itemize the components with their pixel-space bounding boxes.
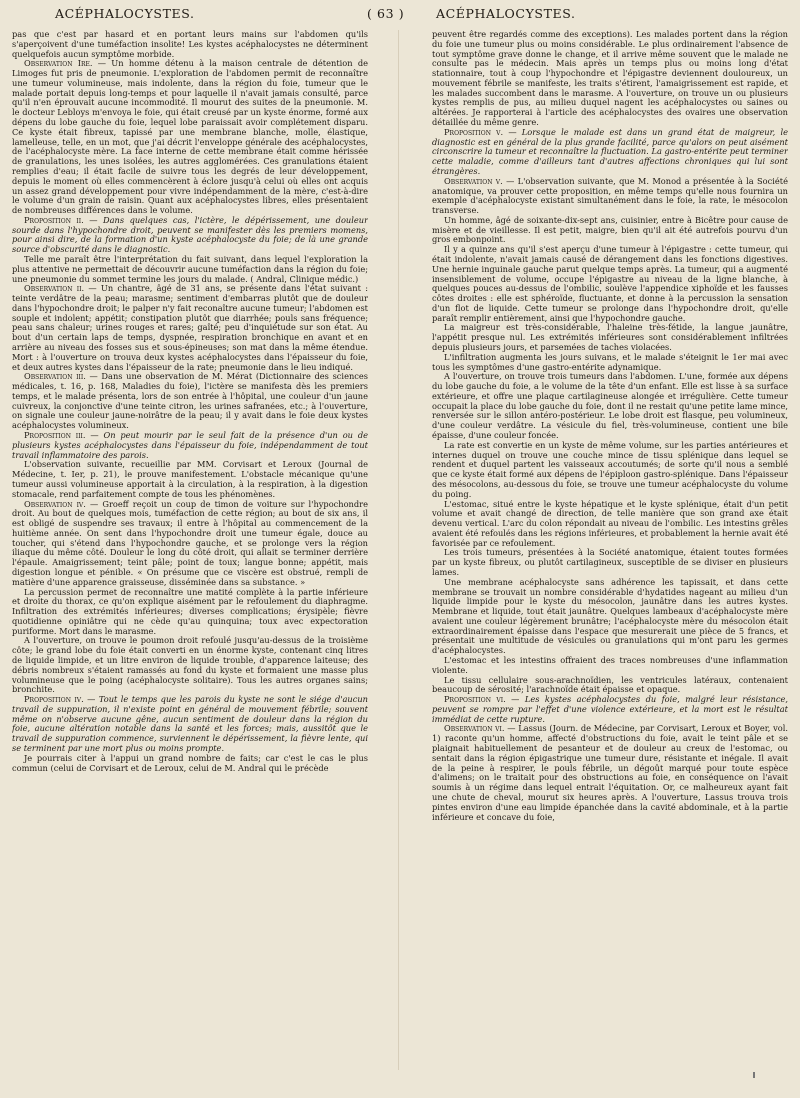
paragraph-text: Le tissu cellulaire sous-arachnoïdien, les ventricules latéraux, contenaient beaucoup de sérosité; l'arachnoïde était épaisse et opaque.	[432, 674, 788, 695]
paragraph	[432, 695, 788, 724]
paragraph-text: La rate est convertie en un kyste de même volume, sur les parties antérieures et internes duquel on trouve une couche mince de tissu splénique dans lequel se rendent et duquel partent les vaisseaux accoutumés; de sorte qu'il nous a semblé que ce kyste était formé aux dépens de l'épiploon gastro-splénique. Dans l'épaisseur des mésocolons, au-dessous du foie, se trouve une tumeur acéphalocyste du volume du poing.	[432, 439, 788, 499]
paragraph-text: — L'observation suivante, que M. Monod a présentée à la Société anatomique, va prouver cette proposition, en même temps qu'elle nous fournira un exemple d'acéphalocyste existant simultanément dans le foie, la rate, le mésocolon transverse.	[432, 175, 788, 216]
paragraph-text: —	[83, 694, 99, 705]
left-text-column	[12, 30, 368, 1092]
proposition-statement: Tout le temps que les parois du kyste ne sont le siége d'aucun travail de suppuration, il n'existe point en général de mouvement fébrile; souvent même on n'observe aucune gêne, aucun sentiment de douleur dans la région du foie, aucune altération notable dans la santé et les forces; mais, aussitôt que le travail de suppuration commence, surviennent le dépérissement, la fièvre lente, qui se terminent par une mort plus ou moins prompte.	[12, 694, 368, 754]
paragraph	[432, 656, 788, 676]
right-running-title: ACÉPHALOCYSTES.	[436, 6, 576, 21]
paragraph-label: Proposition ii.	[24, 214, 84, 225]
paragraph-label: Observation v.	[444, 175, 503, 186]
paragraph-label: Proposition v.	[444, 126, 504, 137]
proposition-statement: Lorsque le malade est dans un grand état de maigreur, le diagnostic est en général de la plus grande facilité, parce qu'alors on peut aisément circonscrire la tumeur et reconnaître la fluctuation. La gastro-entérite peut terminer cette maladie, comme d'ailleurs tant d'autres affections chroniques qui lui sont étrangères.	[432, 126, 788, 176]
left-running-title: ACÉPHALOCYSTES.	[55, 6, 195, 21]
paragraph	[432, 245, 788, 323]
paragraph-text: Les trois tumeurs, présentées à la Société anatomique, étaient toutes formées par un kyste fibreux, ou plutôt cartilagineux, susceptible de se diviser en plusieurs lames.	[432, 547, 788, 577]
paragraph-text: L'infiltration augmenta les jours suivans, et le malade s'éteignit le 1er mai avec tous les symptômes d'une gastro-entérite adynamique.	[432, 351, 788, 372]
paragraph-label: Proposition vi.	[444, 694, 506, 705]
paragraph-text: La percussion permet de reconnaître une matité complète à la partie inférieure et droite du thorax, ce qu'on explique aisément par le refoulement du diaphragme. Infiltration des extrémités inférieures; diverses complications; érysipèle; fièvre quotidienne opiniâtre qui ne cède qu'au quinquina; toux avec expectoration puriforme. Mort dans le marasme.	[12, 586, 368, 636]
paragraph-text: Un homme, âgé de soixante-dix-sept ans, cuisinier, entre à Bicêtre pour cause de misère et de vieillesse. Il est petit, maigre, bien qu'il ait été autrefois pourvu d'un gros embonpoint.	[432, 214, 788, 245]
paragraph-text: L'estomac, situé entre le kyste hépatique et le kyste splénique, était d'un petit volume et avait changé de direction, de telle manière que son grand axe était devenu vertical. L'arc du colon répondait au niveau de l'ombilic. Les intestins grêles avaient été refoulés dans les régions inférieures, et probablement la hernie avait été favorisée par ce refoulement.	[432, 498, 788, 548]
paragraph-text: pas que c'est par hasard et en portant leurs mains sur l'abdomen qu'ils s'aperçoivent d'une tuméfaction insolite! Les kystes acéphalocystes ne déterminent quelquefois aucun symptôme morbide.	[12, 30, 368, 59]
proposition-statement: On peut mourir par le seul fait de la présence d'un ou de plusieurs kystes acéphalocystes dans l'épaisseur du foie, indépendamment de tout travail inflammatoire des parois.	[12, 430, 368, 460]
paragraph-text: Telle me paraît être l'interprétation du fait suivant, dans lequel l'exploration la plus attentive ne permettait de découvrir aucune tuméfaction dans la région du foie; une pneumonie du sommet termine les jours du malade. ( Andral, Clinique médic.)	[12, 253, 368, 284]
paragraph-text: —	[505, 694, 525, 705]
right-text-column	[432, 30, 788, 1092]
paragraph-text: Il y a quinze ans qu'il s'est aperçu d'une tumeur à l'épigastre : cette tumeur, qui était indolente, n'avait jamais causé de dérangement dans les fonctions digestives. Une hernie inguinale gauche parut quelque temps après. La tumeur, qui a augmenté insensiblement de volume, occupe l'épigastre au niveau de la ligne blanche, à quelques pouces au-dessus de l'ombilic, soulève l'appendice xiphoïde et les fausses côtes droites : elle est sphéroïde, fluctuante, et donne à la percussion la sensation d'un flot de liquide. Cette tumeur se prolonge dans l'hypochondre droit, qu'elle paraît remplir entièrement, ainsi que l'hypochondre gauche.	[432, 244, 788, 323]
paragraph	[432, 177, 788, 216]
column-divider	[398, 30, 399, 1070]
paragraph	[432, 578, 788, 656]
paragraph	[432, 676, 788, 696]
paragraph	[432, 353, 788, 373]
paragraph	[12, 431, 368, 460]
paragraph	[12, 30, 368, 59]
paragraph-label: Observation iv.	[24, 498, 86, 509]
paragraph-label: Proposition iii.	[24, 430, 86, 441]
paragraph	[12, 372, 368, 431]
page-number: ( 63 )	[367, 6, 405, 21]
paragraph-text: peuvent être regardés comme des exceptions). Les malades portent dans la région du foie une tumeur plus ou moins considérable. Le plus ordinairement l'absence de tout symptôme grave donne le change, et il arrive même souvent que le malade ne consulte pas le médecin. Mais après un temps plus ou moins long d'état stationnaire, tout à coup l'hypochondre et l'épigastre deviennent douloureux, un mouvement fébrile se manifeste, les traits s'étirent, l'amaigrissement est rapide, et les malades succombent dans le marasme. A l'ouverture, on trouve un ou plusieurs kystes remplis de pus, au milieu duquel nagent les acéphalocystes ou saines ou altérées. Je rapporterai à l'article des acéphalocystes des ovaires une observation détaillée du même genre.	[432, 30, 788, 128]
paragraph-text: — Dans une observation de M. Mérat (Dictionnaire des sciences médicales, t. 16, p. 168, Maladies du foie), l'ictère se manifesta dès les premiers temps, et le malade présenta, lors de son entrée à l'hôpital, une couleur d'un jaune cuivreux, la conjonctive d'une teinte citron, les urines safranées, etc.; à l'ouverture, on signale une couleur jaune-noirâtre de la peau; il y avait dans le foie deux kystes acéphalocystes volumineux.	[12, 371, 368, 431]
paragraph-label: Observation ii.	[24, 283, 85, 294]
paragraph	[12, 284, 368, 372]
paragraph-text: — Groeff reçoit un coup de timon de voiture sur l'hypochondre droit. Au bout de quelques mois, tuméfaction de cette région; au bout de six ans, il est obligé de suspendre ses travaux; il entre à l'hôpital au commencement de la huitième année. On sent dans l'hypochondre droit une tumeur égale, douce au toucher, qui s'étend dans l'hypochondre gauche, et se prolonge vers la région iliaque du même côté. Douleur le long du côté droit, qui allait se terminer derrière l'épaule. Amaigrissement; teint pâle; point de toux; langue bonne; appétit, mais digestion longue et pénible. « On présume que ce viscère est obstrué, rempli de matière d'une apparence graisseuse, disséminée dans sa substance. »	[12, 498, 368, 587]
paragraph-label: Observation iii.	[24, 371, 86, 382]
paragraph-label: Observation Ire.	[24, 58, 93, 69]
paragraph-text: A l'ouverture, on trouve trois tumeurs dans l'abdomen. L'une, formée aux dépens du lobe gauche du foie, a le volume de la tête d'un enfant. Elle est lisse à sa surface extérieure, et offre une plaque cartilagineuse alongée et irrégulière. Cette tumeur occupait la place du lobe gauche du foie, dont il ne restait qu'une petite lame mince, renversée sur le sillon antéro-postérieur. Le lobe droit est flasque, peu volumineux, d'une couleur verdâtre. La vésicule du fiel, très-volumineuse, contient une bile épaisse, d'une couleur foncée.	[432, 371, 788, 441]
paragraph-label: Proposition iv.	[24, 694, 84, 705]
paragraph-text: — Un chantre, âgé de 31 ans, se présente dans l'état suivant : teinte verdâtre de la peau; marasme; sentiment d'embarras plutôt que de douleur dans l'hypochondre droit; le palper n'y fait reconaître aucune tumeur; l'abdomen est souple et indolent; appétit; constipation plutôt que diarrhée; pouls sans fréquence; peau sans chaleur; urines rouges et rares; gaîté; peu d'inquiétude sur son état. Au bout d'un certain laps de temps, dyspnée, respiration bronchique en avant et en arrière au niveau des fosses sus et sous-épineuses; son mat dans la même étendue. Mort : à l'ouverture on trouva deux kystes acéphalocystes dans l'épaisseur du foie, et deux autres kystes dans l'épaisseur de la rate; pneumonie dans le lieu indiqué.	[12, 283, 368, 372]
paragraph	[12, 59, 368, 216]
paragraph	[12, 695, 368, 754]
proposition-statement: Dans quelques cas, l'ictère, le dépérissement, une douleur sourde dans l'hypochondre droit, peuvent se manifester dès les premiers momens, pour ainsi dire, de la formation d'un kyste acéphalocyste du foie; de là une grande source d'obscurité dans le diagnostic.	[12, 214, 368, 255]
paragraph	[432, 216, 788, 245]
paragraph	[12, 216, 368, 255]
paragraph-text: — Un homme détenu à la maison centrale de détention de Limoges fut pris de pneumonie. L'exploration de l'abdomen permit de reconnaître une tumeur volumineuse, mais indolente, dans la région du foie, tumeur que le malade portait depuis long-temps et pour laquelle il n'avait jamais consulté, parce qu'il n'en éprouvait aucune incommodité. Il mourut des suites de la pneumonie. M. le docteur Lebloys m'envoya le foie, qui était creusé par un kyste énorme, formé aux dépens du lobe gauche du foie, lequel lobe paraissait avoir complétement disparu. Ce kyste était fibreux, tapissé par une membrane blanche, molle, élastique, lamelleuse, telle, en un mot, que j'ai décrit l'enveloppe générale des acéphalocystes, de l'acéphalocyste mère. La face interne de cette membrane était comme hérissée de granulations, les unes isolées, les autres agglomérées. Ces granulations étaient remplies d'eau; il était facile de suivre tous les degrés de leur développement, depuis le moment où elles commencèrent à éclore jusqu'à celui où elles ont acquis un assez grand développement pour vivre indépendamment de la mère, c'est-à-dire le volume d'un grain de raisin. Quant aux acéphalocystes libres, elles présentaient de nombreuses différences dans le volume.	[12, 58, 368, 216]
paragraph	[12, 754, 368, 774]
paragraph	[12, 500, 368, 588]
paragraph-text: Une membrane acéphalocyste sans adhérence les tapissait, et dans cette membrane se trouvait un nombre considérable d'hydatides nageant au milieu d'un liquide limpide pour le kyste du mésocolon, jaunâtre dans les autres kystes. Membrane et liquide, tout était jaunâtre. Quelques lambeaux d'acéphalocyste mère avaient une couleur légèrement brunâtre; l'acéphalocyste mère du mésocolon était extraordinairement épaisse dans l'espace que mesurerait une pièce de 5 francs, et présentait une multitude de vésicules ou granulations qui m'ont paru les germes d'acéphalocystes.	[432, 576, 788, 656]
paragraph	[12, 588, 368, 637]
margin-mark	[753, 1072, 755, 1078]
paragraph	[432, 500, 788, 549]
paragraph-text: L'observation suivante, recueillie par MM. Corvisart et Leroux (Journal de Médecine, t. Ier, p. 21), le prouve manifestement. L'obstacle mécanique qu'une tumeur aussi volumineuse apportait à la circulation, à la respiration, à la digestion stomacale, rend parfaitement compte de tous les phénomènes.	[12, 459, 368, 499]
paragraph-text: L'estomac et les intestins offraient des traces nombreuses d'une inflammation violente.	[432, 655, 788, 675]
paragraph-text: A l'ouverture, on trouve le poumon droit refoulé jusqu'au-dessus de la troisième côte; le grand lobe du foie était converti en un énorme kyste, contenant cinq litres de liquide limpide, et un litre environ de liquide trouble, d'apparence laiteuse; des débris nombreux s'étaient ramassés au fond du kyste et formaient une masse plus volumineuse que le poing (acéphalocyste solitaire). Tous les autres organes sains; bronchite.	[12, 635, 368, 695]
paragraph	[432, 441, 788, 500]
paragraph	[432, 128, 788, 177]
paragraph-label: Observation vi.	[444, 723, 505, 734]
paragraph	[12, 636, 368, 695]
paragraph-text: Je pourrais citer à l'appui un grand nombre de faits; car c'est le cas le plus commun (celui de Corvisart et de Leroux, celui de M. Andral qui le précède	[12, 752, 368, 773]
paragraph	[432, 548, 788, 577]
paragraph	[12, 255, 368, 284]
proposition-statement: Les kystes acéphalocystes du foie, malgré leur résistance, peuvent se rompre par l'effet d'une violence extérieure, et la mort est le résultat immédiat de cette rupture.	[432, 694, 788, 724]
paragraph-text: —	[83, 214, 104, 225]
paragraph	[432, 372, 788, 440]
paragraph-text: — Lassus (Journ. de Médecine, par Corvisart, Leroux et Boyer, vol. 1) raconte qu'un homme, affecté d'obstructions du foie, avait le teint pâle et se plaignait habituellement de pesanteur et de douleur au creux de l'estomac, ou sentait dans la région épigastrique une tumeur dure, résistante et inégale. Il avait de la peine à respirer, le pouls fébrile, un dégoût marqué pour toute espèce d'alimens; on le traitait pour des obstructions au foie, en conséquence on l'avait soumis à un régime dans lequel entrait l'équitation. Or, ce malheureux ayant fait une chute de cheval, mourut six heures après. A l'ouverture, Lassus trouva trois pintes environ d'une eau limpide épanchée dans la cavité abdominale, et à la partie inférieure et concave du foie,	[432, 723, 788, 822]
paragraph	[432, 30, 788, 128]
paragraph	[432, 724, 788, 822]
paragraph	[432, 323, 788, 352]
paragraph	[12, 460, 368, 499]
paragraph-text: —	[85, 430, 104, 441]
paragraph-text: La maigreur est très-considérable, l'haleine très-fétide, la langue jaunâtre, l'appétit presque nul. Les extrémités inférieures sont considérablement infiltrées depuis plusieurs jours, et parsemées de taches violacées.	[432, 322, 788, 352]
paragraph-text: —	[503, 126, 522, 137]
